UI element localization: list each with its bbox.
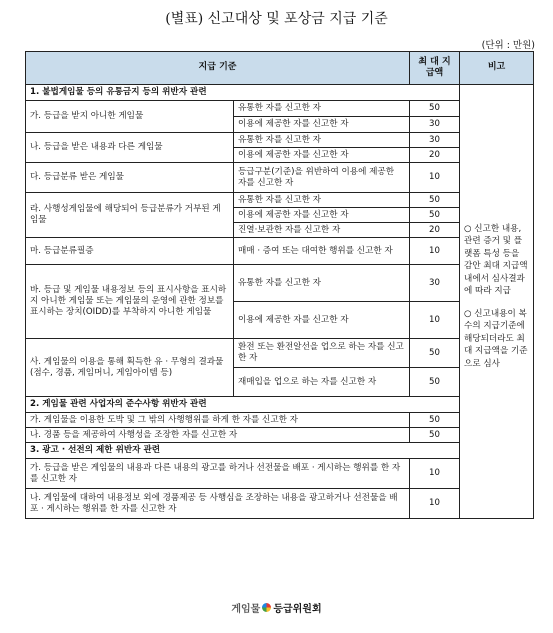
document-title: (별표) 신고대상 및 포상금 지급 기준 <box>165 11 388 27</box>
amount-cell: 50 <box>410 208 460 223</box>
committee-logo <box>231 600 321 615</box>
header-criteria: 지급 기준 <box>26 52 410 85</box>
amount-cell: 10 <box>410 459 460 489</box>
table-row <box>26 459 534 489</box>
sub-criteria-cell: 이용에 제공한 자를 신고한 자 <box>234 148 410 163</box>
amount-cell: 50 <box>410 428 460 443</box>
table-row <box>26 428 534 443</box>
remark-item: ○ 신고내용이 복수의 지급기준에 해당되더라도 최대 지급액을 기준으로 심사 <box>464 308 528 369</box>
category-cell: 가. 등급을 받지 아니한 게임물 <box>26 101 234 133</box>
amount-cell: 50 <box>410 193 460 208</box>
amount-cell: 30 <box>410 133 460 148</box>
amount-cell: 30 <box>410 265 460 302</box>
amount-cell: 50 <box>410 368 460 397</box>
section-title: 3. 광고 · 선전의 제한 위반자 관련 <box>26 443 460 459</box>
header-remarks: 비고 <box>460 52 534 85</box>
amount-cell: 30 <box>410 117 460 133</box>
amount-cell: 10 <box>410 163 460 193</box>
section-title: 1. 불법게임물 등의 유통금지 등의 위반자 관련 <box>26 85 460 101</box>
sub-criteria-cell: 재매입을 업으로 하는 자를 신고한 자 <box>234 368 410 397</box>
amount-cell: 20 <box>410 223 460 238</box>
table-row <box>26 238 534 265</box>
amount-cell: 10 <box>410 489 460 519</box>
table-row <box>26 163 534 193</box>
table-header-row <box>26 52 534 85</box>
amount-cell: 10 <box>410 302 460 339</box>
sub-criteria-cell: 이용에 제공한 자를 신고한 자 <box>234 302 410 339</box>
section-row <box>26 397 534 413</box>
section-title: 2. 게임물 관련 사업자의 준수사항 위반자 관련 <box>26 397 460 413</box>
amount-cell: 50 <box>410 339 460 368</box>
criteria-cell: 가. 등급을 받은 게임물의 내용과 다른 내용의 광고를 하거나 선전물을 배포 · 게시하는 행위를 한 자를 신고한 자 <box>26 459 410 489</box>
sub-criteria-cell: 매매 · 증여 또는 대여한 행위를 신고한 자 <box>234 238 410 265</box>
table-row <box>26 193 534 208</box>
category-cell: 다. 등급분류 받은 게임물 <box>26 163 234 193</box>
logo-text-part2: 등급위원회 <box>273 604 322 615</box>
logo-text-part1: 게임물 <box>231 604 261 615</box>
reward-criteria-table <box>25 51 534 519</box>
sub-criteria-cell: 유통한 자를 신고한 자 <box>234 101 410 117</box>
footer <box>0 597 553 616</box>
amount-cell: 50 <box>410 413 460 428</box>
remarks-cell <box>460 85 534 519</box>
table-row <box>26 101 534 117</box>
unit-label: (단위 : 만원) <box>481 40 535 51</box>
sub-criteria-cell: 유통한 자를 신고한 자 <box>234 265 410 302</box>
remark-item: ○ 신고한 내용, 관련 증거 및 플랫폼 특성 등을 감안 최대 지급액 내에서 심사결과에 따라 지급 <box>464 224 528 297</box>
criteria-cell: 나. 경품 등을 제공하여 사행성을 조장한 자를 신고한 자 <box>26 428 410 443</box>
criteria-cell: 나. 게임물에 대하여 내용정보 외에 경품제공 등 사행심을 조장하는 내용을 광고하거나 선전물을 배포 · 게시하는 행위를 한 자를 신고한 자 <box>26 489 410 519</box>
section-row <box>26 85 534 101</box>
category-cell: 사. 게임물의 이용을 통해 획득한 유 · 무형의 결과물(점수, 경품, 게임머니, 게임아이템 등) <box>26 339 234 397</box>
sub-criteria-cell: 이용에 제공한 자를 신고한 자 <box>234 117 410 133</box>
category-cell: 바. 등급 및 게임물 내용정보 등의 표시사항을 표시하지 아니한 게임물 또는 게임물의 운영에 관한 정보를 표시하는 장치(OIDD)를 부착하지 아니한 게임물 <box>26 265 234 339</box>
sub-criteria-cell: 환전 또는 환전알선을 업으로 하는 자를 신고한 자 <box>234 339 410 368</box>
table-row <box>26 133 534 148</box>
section-row <box>26 443 534 459</box>
table-row <box>26 489 534 519</box>
amount-cell: 50 <box>410 101 460 117</box>
category-cell: 라. 사행성게임물에 해당되어 등급분류가 거부된 게임물 <box>26 193 234 238</box>
criteria-cell: 가. 게임물을 이용한 도박 및 그 밖의 사행행위를 하게 한 자를 신고한 자 <box>26 413 410 428</box>
logo-mark-icon <box>262 603 271 612</box>
sub-criteria-cell: 유통한 자를 신고한 자 <box>234 193 410 208</box>
category-cell: 마. 등급분류필증 <box>26 238 234 265</box>
amount-cell: 10 <box>410 238 460 265</box>
table-row <box>26 413 534 428</box>
sub-criteria-cell: 이용에 제공한 자를 신고한 자 <box>234 208 410 223</box>
header-max-amount: 최 대 지급액 <box>410 52 460 85</box>
sub-criteria-cell: 등급구분(기준)을 위반하여 이용에 제공한 자를 신고한 자 <box>234 163 410 193</box>
table-row <box>26 339 534 368</box>
sub-criteria-cell: 진열·보관한 자를 신고한 자 <box>234 223 410 238</box>
sub-criteria-cell: 유통한 자를 신고한 자 <box>234 133 410 148</box>
category-cell: 나. 등급을 받은 내용과 다른 게임물 <box>26 133 234 163</box>
amount-cell: 20 <box>410 148 460 163</box>
table-row <box>26 265 534 302</box>
